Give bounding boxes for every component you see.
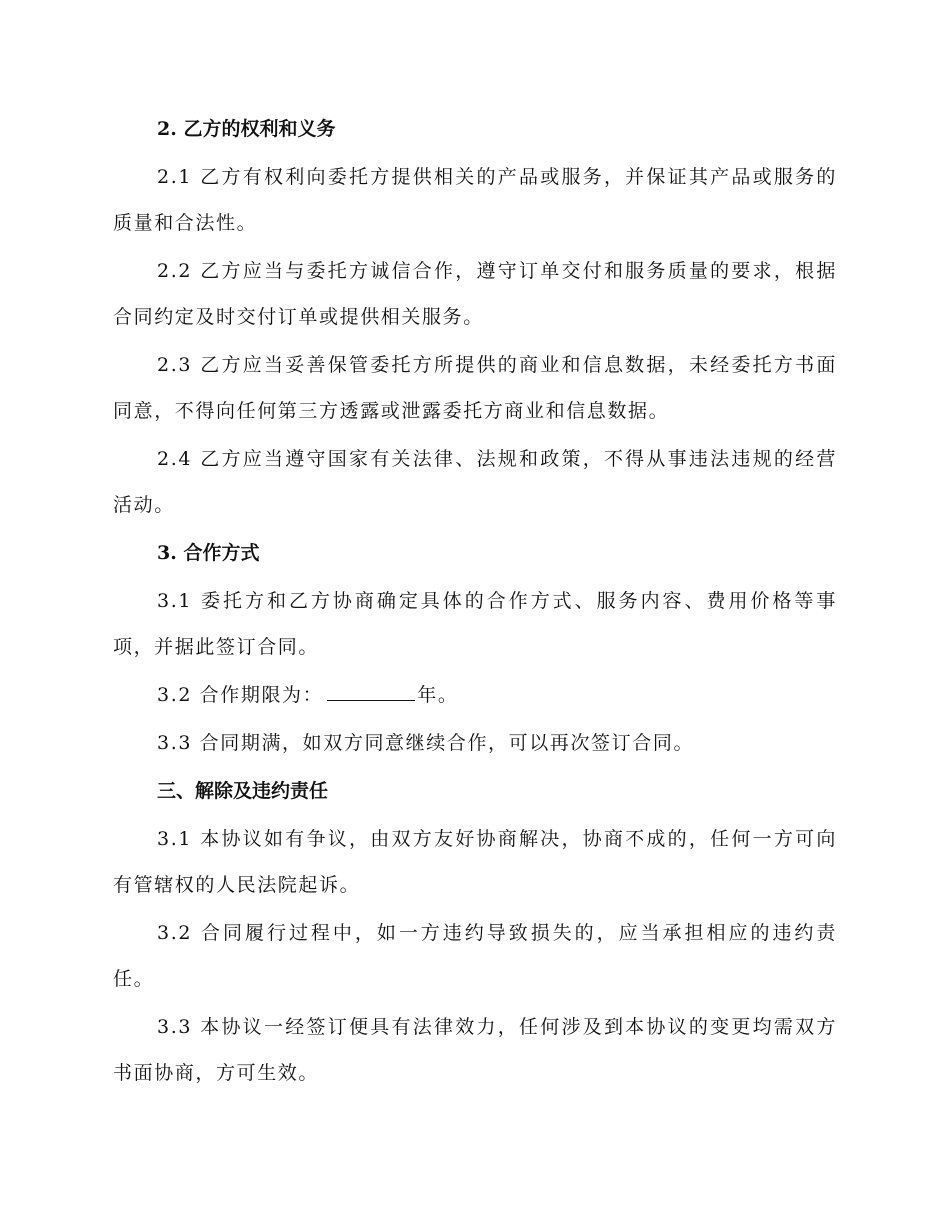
clause-3-2-term [113,672,837,718]
section-heading-cooperation: 3. 合作方式 [157,542,260,564]
clause-3-1-cooperation: 3.1 委托方和乙方协商确定具体的合作方式、服务内容、费用价格等事项，并据此签订合同。 [113,590,837,658]
section-heading-termination-liability: 三、解除及违约责任 [157,780,329,802]
clause-2-3: 2.3 乙方应当妥善保管委托方所提供的商业和信息数据，未经委托方书面同意，不得向任何第三方透露或泄露委托方商业和信息数据。 [113,354,837,422]
clause-3-2-breach: 3.2 合同履行过程中，如一方违约导致损失的，应当承担相应的违约责任。 [113,922,837,990]
clause-2-4: 2.4 乙方应当遵守国家有关法律、法规和政策，不得从事违法违规的经营活动。 [113,448,837,516]
term-suffix: 年。 [417,684,459,706]
clause-3-3-effect: 3.3 本协议一经签订便具有法律效力，任何涉及到本协议的变更均需双方书面协商，方可生效。 [113,1016,837,1084]
clause-3-1-dispute: 3.1 本协议如有争议，由双方友好协商解决，协商不成的，任何一方可向有管辖权的人民法院起诉。 [113,828,837,896]
document-body [113,106,837,1098]
clause-2-1: 2.1 乙方有权利向委托方提供相关的产品或服务，并保证其产品或服务的质量和合法性。 [113,166,837,234]
clause-3-3-renewal: 3.3 合同期满，如双方同意继续合作，可以再次签订合同。 [157,732,695,754]
term-blank-line [327,686,415,701]
term-prefix: 3.2 合作期限为： [157,684,324,706]
clause-2-2: 2.2 乙方应当与委托方诚信合作，遵守订单交付和服务质量的要求，根据合同约定及时交付订单或提供相关服务。 [113,260,837,328]
section-heading-rights-obligations: 2. 乙方的权利和义务 [157,118,336,140]
